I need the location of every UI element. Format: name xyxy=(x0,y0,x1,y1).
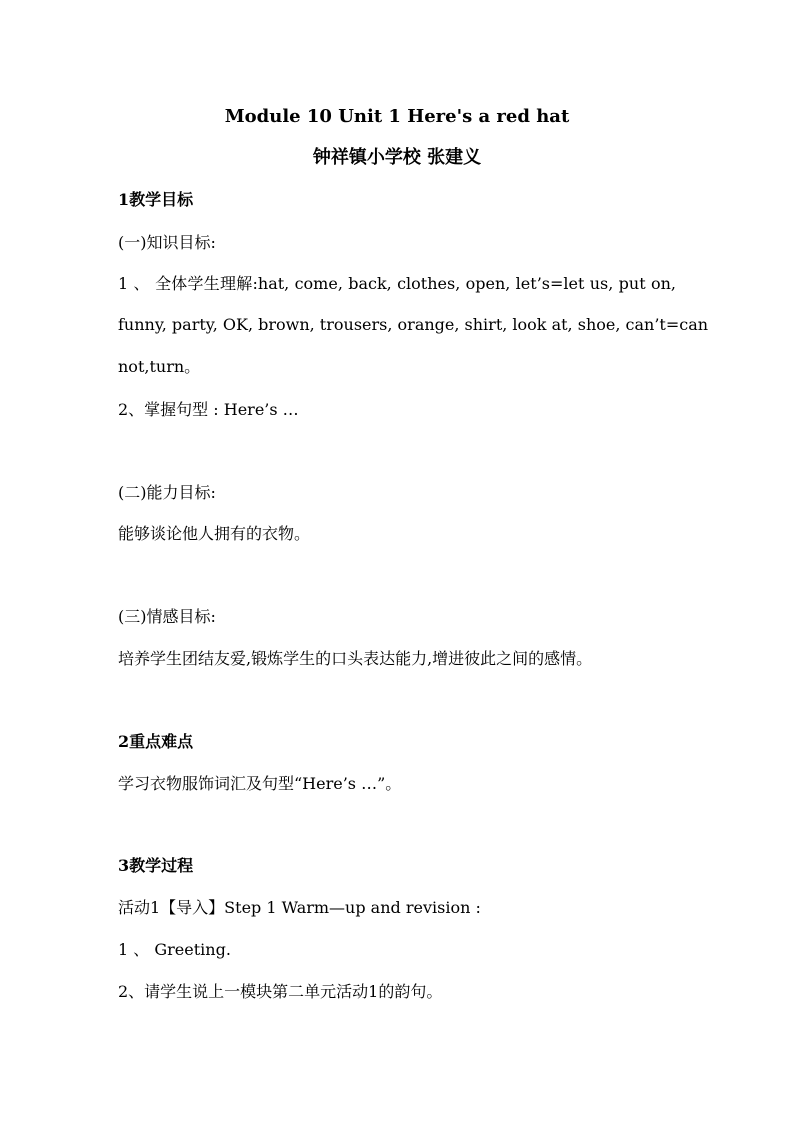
document-author: 钟祥镇小学校 张建义 xyxy=(312,147,482,168)
section-heading-key-points: 2重点难点 xyxy=(118,732,194,751)
knowledge-item-1-line-2: funny, party, OK, brown, trousers, orange, shirt, look at, shoe, can’t=can xyxy=(118,315,709,334)
section-heading-goals: 1教学目标 xyxy=(118,190,194,209)
knowledge-item-1-line-1: 1 、 全体学生理解:hat, come, back, clothes, open, let’s=let us, put on, xyxy=(118,274,676,293)
ability-goals-label: (二)能力目标: xyxy=(118,483,216,502)
section-heading-process: 3教学过程 xyxy=(118,856,194,875)
document-title: Module 10 Unit 1 Here's a red hat xyxy=(224,106,570,127)
emotion-goals-label: (三)情感目标: xyxy=(118,607,216,626)
ability-goals-text: 能够谈论他人拥有的衣物。 xyxy=(118,524,311,543)
knowledge-item-1-line-3: not,turn。 xyxy=(118,357,201,376)
knowledge-goals-label: (一)知识目标: xyxy=(118,233,216,252)
process-step-2: 2、请学生说上一模块第二单元活动1的韵句。 xyxy=(118,982,443,1001)
knowledge-item-2: 2、掌握句型 : Here’s … xyxy=(118,400,299,419)
activity-1-line: 活动1【导入】Step 1 Warm—up and revision : xyxy=(118,898,481,917)
key-points-text: 学习衣物服饰词汇及句型“Here’s …”。 xyxy=(118,774,402,793)
emotion-goals-text: 培养学生团结友爱,锻炼学生的口头表达能力,增进彼此之间的感情。 xyxy=(118,649,593,668)
process-step-1: 1 、 Greeting. xyxy=(118,940,231,959)
